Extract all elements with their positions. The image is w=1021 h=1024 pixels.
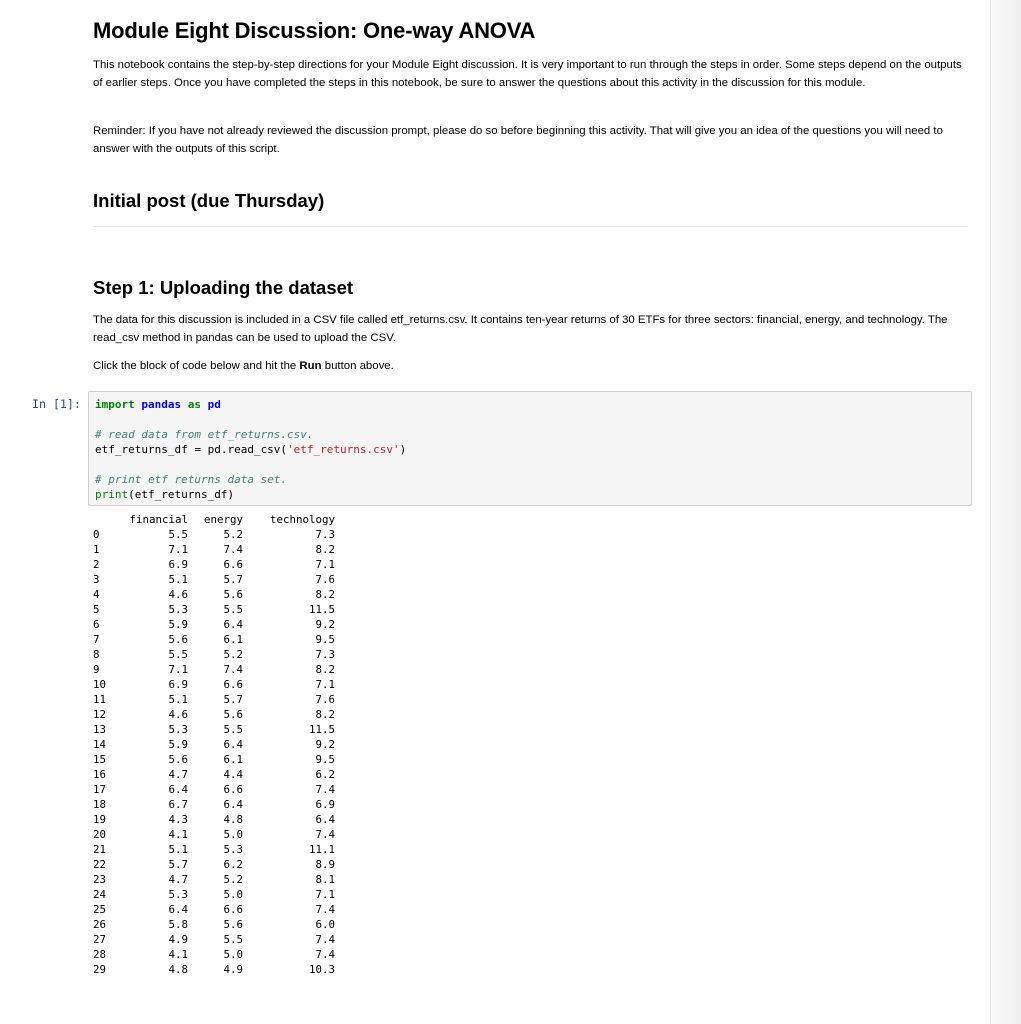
cell-financial: 6.9: [168, 678, 188, 691]
code-text: ): [399, 443, 407, 456]
cell-financial: 4.1: [168, 948, 188, 961]
table-row: [93, 917, 335, 932]
table-row: [93, 932, 335, 947]
row-index: 27: [93, 933, 107, 946]
cell-financial: 4.7: [168, 873, 188, 886]
code-keyword: import: [95, 398, 135, 411]
cell-technology: 8.2: [315, 663, 335, 676]
table-row: [93, 767, 335, 782]
cell-energy: 6.2: [223, 858, 243, 871]
cell-energy: 4.9: [223, 963, 243, 976]
table-row: [93, 737, 335, 752]
cell-energy: 5.5: [223, 723, 243, 736]
cell-financial: 4.9: [168, 933, 188, 946]
cell-technology: 7.4: [315, 948, 335, 961]
notebook-title: Module Eight Discussion: One-way ANOVA: [93, 18, 536, 43]
cell-energy: 5.6: [223, 708, 243, 721]
cell-financial: 5.7: [168, 858, 188, 871]
cell-financial: 5.1: [168, 573, 188, 586]
code-editor[interactable]: [95, 397, 406, 502]
run-instruction-bold: Run: [299, 360, 322, 372]
cell-output: [93, 512, 335, 977]
cell-technology: 6.2: [315, 768, 335, 781]
cell-energy: 5.6: [223, 588, 243, 601]
cell-energy: 5.2: [223, 648, 243, 661]
intro-paragraph: This notebook contains the step-by-step directions for your Module Eight discussion. It is very important to run through the steps in order. Some steps depend on the outputs of earlier steps. Once you have completed the steps in this notebook, be sure to answer the questions about this activity in the discussion for this module.: [93, 59, 962, 89]
table-row: [93, 647, 335, 662]
cell-technology: 8.9: [315, 858, 335, 871]
cell-technology: 7.4: [315, 783, 335, 796]
cell-energy: 5.2: [223, 873, 243, 886]
cell-energy: 6.1: [223, 753, 243, 766]
table-row: [93, 782, 335, 797]
cell-technology: 7.4: [315, 933, 335, 946]
row-index: 21: [93, 843, 107, 856]
cell-financial: 4.7: [168, 768, 188, 781]
table-row: [93, 827, 335, 842]
table-row: [93, 542, 335, 557]
cell-energy: 6.6: [223, 558, 243, 571]
cell-technology: 7.1: [315, 558, 335, 571]
cell-financial: 4.6: [168, 708, 188, 721]
cell-technology: 7.4: [315, 828, 335, 841]
table-row: [93, 602, 335, 617]
cell-financial: 6.7: [168, 798, 188, 811]
cell-technology: 9.2: [315, 618, 335, 631]
table-row: [93, 887, 335, 902]
column-header-technology: technology: [269, 513, 335, 526]
row-index: 9: [93, 663, 100, 676]
initial-post-heading: Initial post (due Thursday): [93, 190, 325, 211]
row-index: 15: [93, 753, 107, 766]
row-index: 4: [93, 588, 100, 601]
cell-energy: 4.4: [223, 768, 243, 781]
table-row: [93, 707, 335, 722]
cell-energy: 5.0: [223, 888, 243, 901]
cell-technology: 7.4: [315, 903, 335, 916]
table-row: [93, 962, 335, 977]
table-row: [93, 527, 335, 542]
cell-financial: 6.4: [168, 783, 188, 796]
table-row: [93, 722, 335, 737]
table-row: [93, 752, 335, 767]
cell-technology: 9.5: [315, 633, 335, 646]
dataframe-output: [93, 512, 335, 977]
row-index: 7: [93, 633, 100, 646]
table-row: [93, 812, 335, 827]
cell-energy: 6.4: [223, 738, 243, 751]
cell-financial: 5.9: [168, 738, 188, 751]
cell-financial: 7.1: [168, 543, 188, 556]
table-row: [93, 572, 335, 587]
table-row: [93, 692, 335, 707]
cell-financial: 5.3: [168, 603, 188, 616]
code-keyword: as: [187, 398, 201, 411]
cell-technology: 6.4: [315, 813, 335, 826]
cell-technology: 9.2: [315, 738, 335, 751]
cell-energy: 5.0: [223, 828, 243, 841]
row-index: 26: [93, 918, 107, 931]
cell-technology: 11.1: [308, 843, 335, 856]
cell-financial: 5.3: [168, 723, 188, 736]
row-index: 14: [93, 738, 107, 751]
cell-financial: 4.1: [168, 828, 188, 841]
cell-financial: 5.5: [168, 528, 188, 541]
section-divider: [93, 226, 968, 227]
step1-heading: Step 1: Uploading the dataset: [93, 277, 354, 298]
table-row: [93, 842, 335, 857]
table-row: [93, 902, 335, 917]
cell-energy: 5.7: [223, 693, 243, 706]
code-comment: # read data from etf_returns.csv.: [95, 428, 314, 441]
cell-energy: 7.4: [223, 543, 243, 556]
cell-energy: 5.3: [223, 843, 243, 856]
cell-financial: 5.5: [168, 648, 188, 661]
row-index: 16: [93, 768, 107, 781]
cell-technology: 9.5: [315, 753, 335, 766]
page-scroll-gutter: [990, 0, 1021, 1024]
cell-energy: 6.6: [223, 678, 243, 691]
row-index: 0: [93, 528, 100, 541]
row-index: 1: [93, 543, 100, 556]
cell-technology: 8.1: [315, 873, 335, 886]
table-row: [93, 872, 335, 887]
cell-financial: 7.1: [168, 663, 188, 676]
cell-technology: 6.0: [315, 918, 335, 931]
run-instruction-suffix: button above.: [321, 360, 394, 372]
cell-financial: 6.9: [168, 558, 188, 571]
row-index: 24: [93, 888, 107, 901]
row-index: 23: [93, 873, 107, 886]
row-index: 5: [93, 603, 100, 616]
column-header-energy: energy: [203, 513, 243, 526]
cell-financial: 5.1: [168, 843, 188, 856]
code-text: etf_returns_df = pd.read_csv(: [95, 443, 288, 456]
row-index: 12: [93, 708, 107, 721]
code-cell[interactable]: [88, 391, 972, 506]
code-text: (etf_returns_df): [128, 488, 235, 501]
cell-energy: 5.6: [223, 918, 243, 931]
cell-technology: 10.3: [308, 963, 335, 976]
step1-description: The data for this discussion is included in a CSV file called etf_returns.csv. It contains ten-year returns of 30 ETFs for three sectors: financial, energy, and technology. The read_csv method in pandas can be used to upload the CSV.: [93, 314, 948, 344]
code-module: pandas: [134, 398, 188, 411]
code-builtin: print: [95, 488, 129, 501]
cell-financial: 5.6: [168, 633, 188, 646]
dataframe-header-row: [93, 512, 335, 527]
table-row: [93, 632, 335, 647]
cell-technology: 8.2: [315, 588, 335, 601]
row-index: 20: [93, 828, 107, 841]
cell-energy: 6.6: [223, 783, 243, 796]
row-index: 28: [93, 948, 107, 961]
table-row: [93, 617, 335, 632]
cell-energy: 5.5: [223, 603, 243, 616]
table-row: [93, 587, 335, 602]
cell-technology: 6.9: [315, 798, 335, 811]
run-instruction-prefix: Click the block of code below and hit the: [93, 360, 300, 372]
cell-financial: 5.1: [168, 693, 188, 706]
cell-technology: 7.1: [315, 888, 335, 901]
column-header-financial: financial: [129, 513, 188, 526]
row-index: 11: [93, 693, 107, 706]
cell-technology: 7.6: [315, 573, 335, 586]
cell-energy: 5.2: [223, 528, 243, 541]
row-index: 13: [93, 723, 107, 736]
row-index: 18: [93, 798, 107, 811]
cell-energy: 5.5: [223, 933, 243, 946]
row-index: 25: [93, 903, 107, 916]
table-row: [93, 557, 335, 572]
row-index: 17: [93, 783, 107, 796]
table-row: [93, 947, 335, 962]
cell-energy: 6.4: [223, 798, 243, 811]
cell-technology: 7.6: [315, 693, 335, 706]
table-row: [93, 857, 335, 872]
cell-technology: 8.2: [315, 708, 335, 721]
cell-financial: 5.3: [168, 888, 188, 901]
table-row: [93, 662, 335, 677]
cell-financial: 4.8: [168, 963, 188, 976]
cell-financial: 4.6: [168, 588, 188, 601]
reminder-paragraph: Reminder: If you have not already reviewed the discussion prompt, please do so before beginning this activity. That will give you an idea of the questions you will need to answer with the outputs of this script.: [93, 125, 943, 155]
cell-financial: 5.9: [168, 618, 188, 631]
code-alias: pd: [200, 398, 221, 411]
cell-technology: 8.2: [315, 543, 335, 556]
cell-technology: 11.5: [308, 603, 335, 616]
cell-energy: 7.4: [223, 663, 243, 676]
cell-technology: 11.5: [308, 723, 335, 736]
row-index: 2: [93, 558, 100, 571]
cell-input-prompt: In [1]:: [32, 397, 81, 411]
cell-financial: 4.3: [168, 813, 188, 826]
cell-technology: 7.3: [315, 528, 335, 541]
row-index: 19: [93, 813, 107, 826]
row-index: 22: [93, 858, 107, 871]
cell-energy: 4.8: [223, 813, 243, 826]
row-index: 6: [93, 618, 100, 631]
index-header: [93, 512, 121, 527]
cell-energy: 6.1: [223, 633, 243, 646]
code-string: 'etf_returns.csv': [287, 443, 400, 456]
cell-financial: 5.6: [168, 753, 188, 766]
table-row: [93, 677, 335, 692]
cell-energy: 6.6: [223, 903, 243, 916]
code-comment: # print etf returns data set.: [95, 473, 288, 486]
dataframe-body: [93, 527, 335, 977]
cell-energy: 5.0: [223, 948, 243, 961]
row-index: 3: [93, 573, 100, 586]
row-index: 8: [93, 648, 100, 661]
row-index: 10: [93, 678, 107, 691]
cell-energy: 6.4: [223, 618, 243, 631]
row-index: 29: [93, 963, 107, 976]
table-row: [93, 797, 335, 812]
cell-energy: 5.7: [223, 573, 243, 586]
run-instruction: [93, 357, 968, 375]
cell-technology: 7.1: [315, 678, 335, 691]
cell-technology: 7.3: [315, 648, 335, 661]
cell-financial: 6.4: [168, 903, 188, 916]
cell-financial: 5.8: [168, 918, 188, 931]
